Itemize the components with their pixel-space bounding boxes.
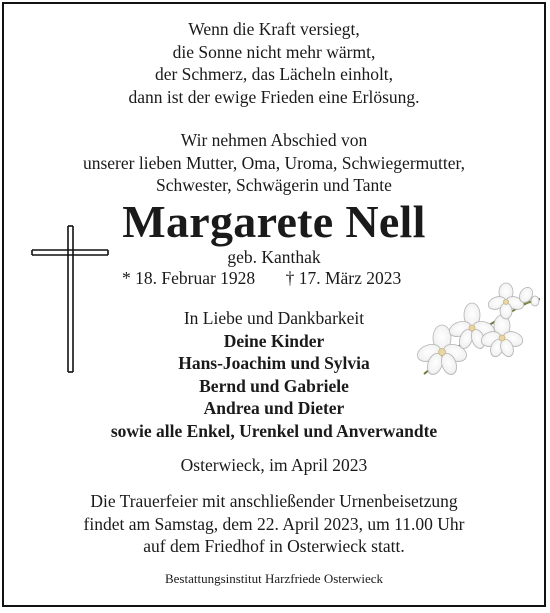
ceremony-line: Die Trauerfeier mit anschließender Urnenbeisetzung [90, 491, 458, 511]
mourner-line: sowie alle Enkel, Urenkel und Anverwandte [110, 420, 438, 441]
mourner-line: Hans-Joachim und Sylvia [178, 353, 370, 373]
poem-line: dann ist der ewige Frieden eine Erlösung. [128, 86, 420, 107]
place-date: Osterwieck, im April 2023 [180, 455, 368, 475]
mourner-line: Bernd und Gabriele [199, 375, 349, 396]
ceremony-line: auf dem Friedhof in Osterwieck statt. [143, 536, 405, 556]
birth-date: * 18. Februar 1928 [122, 268, 256, 288]
intro-line: unserer lieben Mutter, Oma, Uroma, Schwiegermutter, [82, 152, 466, 173]
life-dates [122, 267, 401, 289]
mourners-intro: In Liebe und Dankbarkeit [183, 308, 365, 328]
farewell-intro [4, 129, 544, 197]
birth-name: geb. Kanthak [227, 247, 321, 267]
obituary-notice [2, 2, 546, 607]
deceased-name: Margarete Nell [122, 196, 426, 247]
mourner-line: Andrea und Dieter [203, 398, 345, 418]
undertaker: Bestattungsinstitut Harzfriede Osterwieck [164, 571, 384, 586]
poem-line: Wenn die Kraft versiegt, [188, 19, 360, 39]
poem-line: die Sonne nicht mehr wärmt, [172, 41, 376, 62]
intro-line: Schwester, Schwägerin und Tante [156, 175, 392, 195]
poem-line: der Schmerz, das Lächeln einholt, [154, 64, 394, 84]
mourners [4, 307, 544, 442]
mourner-line: Deine Kinder [223, 330, 325, 351]
ceremony-info [4, 490, 544, 558]
poem [4, 18, 544, 108]
ceremony-line: findet am Samstag, dem 22. April 2023, um 11.00 Uhr [83, 513, 465, 534]
death-date: † 17. März 2023 [285, 268, 402, 288]
intro-line: Wir nehmen Abschied von [180, 130, 368, 150]
